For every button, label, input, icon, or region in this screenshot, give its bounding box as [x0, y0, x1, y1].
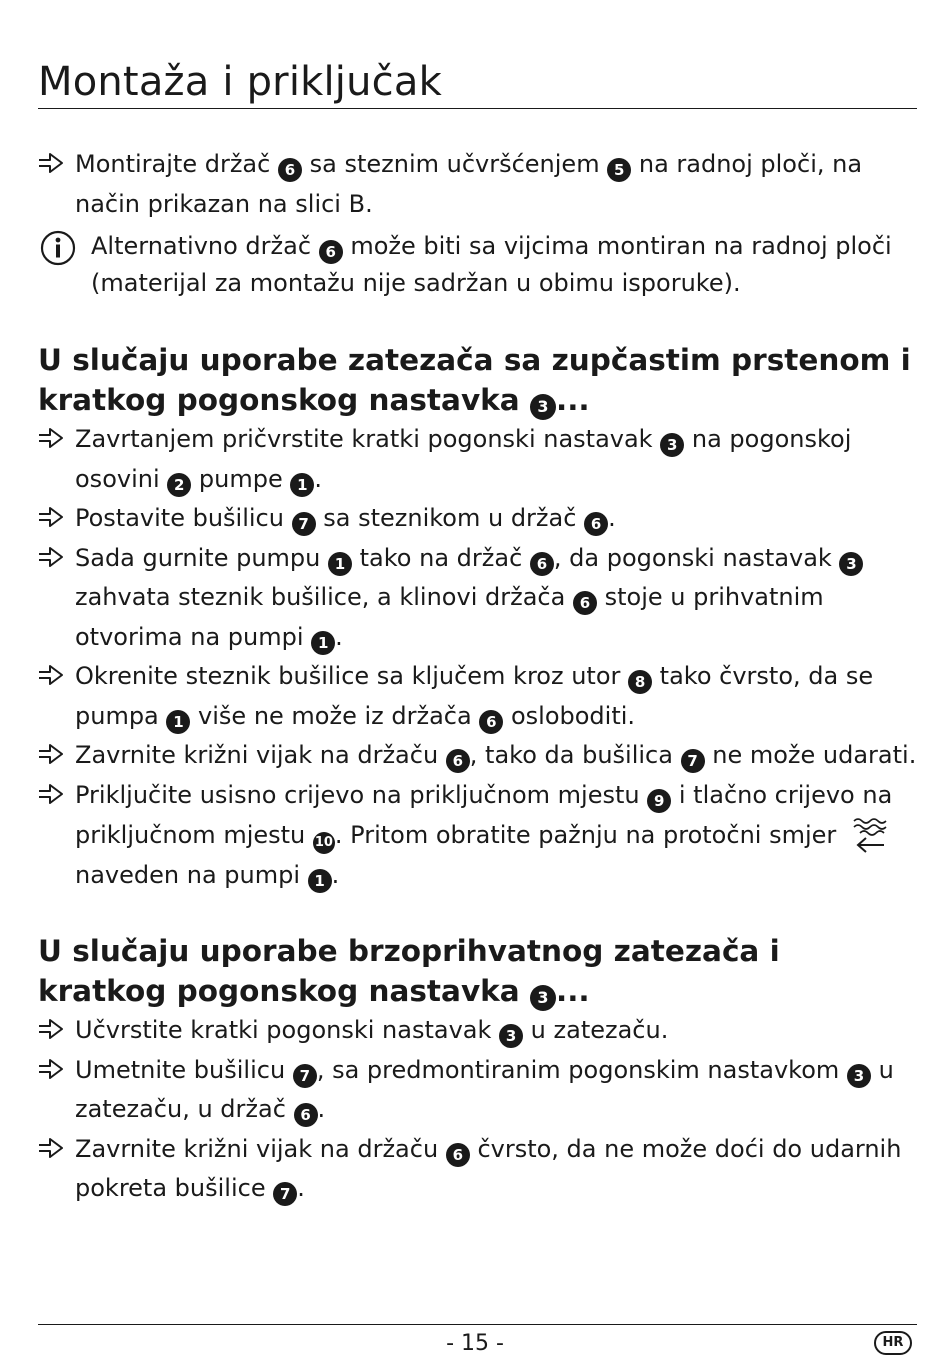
- language-badge: HR: [874, 1331, 912, 1355]
- part-number-badge: 10: [313, 832, 335, 854]
- hollow-arrow-icon: [38, 546, 64, 568]
- part-number-badge: 6: [294, 1103, 318, 1127]
- section1-list: [38, 420, 917, 895]
- list-item: Priključite usisno crijevo na priključnom mjestu 9 i tlačno crijevo na priključnom mjestu 10. Pritom obratite pažnju na protočni smjer naveden na pumpi 1 .: [38, 776, 917, 896]
- part-number-badge: 6: [479, 710, 503, 734]
- intro-section: [38, 145, 917, 302]
- hollow-arrow-icon: [38, 1058, 64, 1080]
- list-item: Zavrnite križni vijak na držaču 6 , tako da bušilica 7 ne može udarati.: [38, 736, 917, 776]
- list-item: Okrenite steznik bušilice sa ključem kroz utor 8 tako čvrsto, da se pumpa 1 više ne može iz držača 6 osloboditi.: [38, 657, 917, 736]
- page: [38, 0, 917, 1209]
- part-number-badge: 2: [167, 473, 191, 497]
- page-title: Montaža i priključak: [38, 59, 442, 105]
- section-heading: U slučaju uporabe brzoprihvatnog zatezača i kratkog pogonskog nastavka 3 ...: [38, 931, 917, 1011]
- part-number-badge: 3: [499, 1024, 523, 1048]
- part-number-badge: 3: [839, 552, 863, 576]
- list-item: Zavrtanjem pričvrstite kratki pogonski nastavak 3 na pogonskoj osovini 2 pumpe 1 .: [38, 420, 917, 499]
- part-number-badge: 3: [847, 1064, 871, 1088]
- hollow-arrow-icon: [38, 664, 64, 686]
- list-item: Sada gurnite pumpu 1 tako na držač 6 , da pogonski nastavak 3 zahvata steznik bušilice, a klinovi držača 6 stoje u prihvatnim otvorima na pumpi 1 .: [38, 539, 917, 658]
- info-note: Alternativno držač 6 može biti sa vijcima montiran na radnoj ploči (materijal za montažu nije sadržan u obimu isporuke).: [38, 228, 917, 302]
- hollow-arrow-icon: [38, 506, 64, 528]
- list-item: Umetnite bušilicu 7 , sa predmontiranim pogonskim nastavkom 3 u zatezaču, u držač 6 .: [38, 1051, 917, 1130]
- title-divider: [38, 108, 917, 109]
- part-number-badge: 1: [290, 473, 314, 497]
- part-number-badge: 6: [573, 591, 597, 615]
- list-item: Postavite bušilicu 7 sa steznikom u držač 6 .: [38, 499, 917, 539]
- hollow-arrow-icon: [38, 152, 64, 174]
- part-number-badge: 7: [681, 749, 705, 773]
- section-heading: U slučaju uporabe zatezača sa zupčastim prstenom i kratkog pogonskog nastavka 3 ...: [38, 340, 917, 420]
- part-number-badge: 7: [273, 1182, 297, 1206]
- part-number-badge: 3: [660, 433, 684, 457]
- part-number-badge: 7: [293, 1064, 317, 1088]
- list-item: Učvrstite kratki pogonski nastavak 3 u zatezaču.: [38, 1011, 917, 1051]
- list-item: Zavrnite križni vijak na držaču 6 čvrsto, da ne može doći do udarnih pokreta bušilice 7 .: [38, 1130, 917, 1209]
- list-item: Montirajte držač 6 sa steznim učvršćenjem 5 na radnoj ploči, na način prikazan na slici B.: [38, 145, 917, 224]
- part-number-badge: 6: [446, 749, 470, 773]
- part-number-badge: 6: [319, 240, 343, 264]
- hollow-arrow-icon: [38, 1018, 64, 1040]
- part-number-badge: 1: [166, 710, 190, 734]
- part-number-badge: 3: [530, 394, 556, 420]
- part-number-badge: 5: [607, 158, 631, 182]
- part-number-badge: 6: [584, 512, 608, 536]
- hollow-arrow-icon: [38, 1137, 64, 1159]
- page-number: - 15 -: [446, 1331, 504, 1356]
- part-number-badge: 6: [446, 1143, 470, 1167]
- part-number-badge: 1: [308, 869, 332, 893]
- part-number-badge: 9: [647, 789, 671, 813]
- part-number-badge: 6: [278, 158, 302, 182]
- section2-list: [38, 1011, 917, 1209]
- flow-direction-icon: [850, 815, 890, 855]
- part-number-badge: 8: [628, 670, 652, 694]
- part-number-badge: 1: [311, 631, 335, 655]
- hollow-arrow-icon: [38, 783, 64, 805]
- footer-divider: [38, 1324, 917, 1325]
- part-number-badge: 7: [292, 512, 316, 536]
- info-icon: [40, 230, 76, 266]
- part-number-badge: 3: [530, 985, 556, 1011]
- hollow-arrow-icon: [38, 743, 64, 765]
- part-number-badge: 6: [530, 552, 554, 576]
- hollow-arrow-icon: [38, 427, 64, 449]
- part-number-badge: 1: [328, 552, 352, 576]
